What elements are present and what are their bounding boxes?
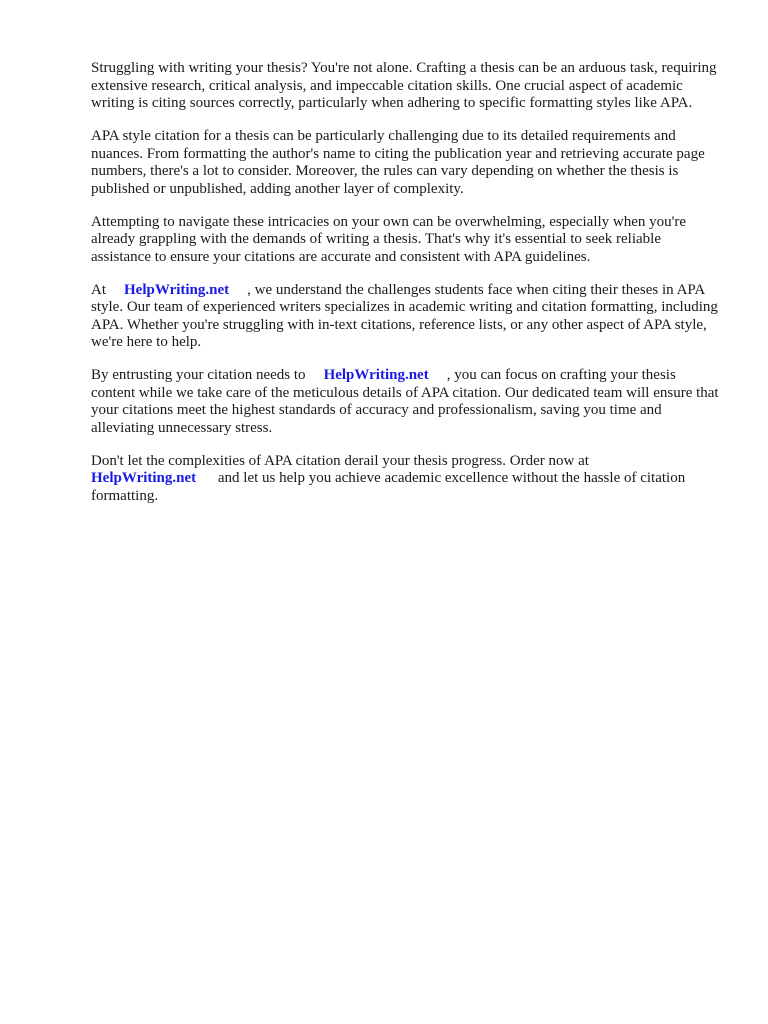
helpwriting-link[interactable]: HelpWriting.net <box>124 281 230 298</box>
paragraph-apa-challenges: APA style citation for a thesis can be particularly challenging due to its detailed requirements and nuances. From formatting the author's name to citing the publication year and retrieving accurate page numbers, there's a lot to consider. Moreover, the rules can vary depending on whether the thesis is published or unpublished, adding another layer of complexity. <box>91 128 705 197</box>
paragraph-text-after-link: , you can focus on crafting your thesis content while we take care of the meticulous details of APA citation. Our dedicated team will ensure that your citations meet the highest standards of accuracy and professionalism, saving you time and alleviating unnecessary stress. <box>91 367 719 436</box>
paragraph-navigate: Attempting to navigate these intricacies on your own can be overwhelming, especially when you're already grappling with the demands of writing a thesis. That's why it's essential to seek reliable assistance to ensure your citations are accurate and consistent with APA guidelines. <box>91 213 687 265</box>
paragraph-text-after-link: , we understand the challenges students face when citing their theses in APA style. Our team of experienced writers specializes in academic writing and citation formatting, including APA. Whether you're struggling with in-text citations, reference lists, or any other aspect of APA style, we're here to help. <box>91 281 718 350</box>
document-page <box>91 60 721 521</box>
paragraph-intro: Struggling with writing your thesis? You're not alone. Crafting a thesis can be an arduous task, requiring extensive research, critical analysis, and impeccable citation skills. One crucial aspect of academic writing is citing sources correctly, particularly when adhering to specific formatting styles like APA. <box>91 60 717 111</box>
paragraph-order-now <box>91 453 721 506</box>
paragraph-text-before-link: At <box>91 281 106 298</box>
helpwriting-link[interactable]: HelpWriting.net <box>91 470 197 486</box>
paragraph-at-helpwriting <box>91 282 721 352</box>
paragraph-text-before-link: Don't let the complexities of APA citation derail your thesis progress. Order now at <box>91 452 589 469</box>
paragraph-text-after-link: and let us help you achieve academic excellence without the hassle of citation formatting. <box>91 470 686 504</box>
paragraph-text-before-link: By entrusting your citation needs to <box>91 367 306 383</box>
paragraph-entrusting <box>91 367 721 437</box>
helpwriting-link[interactable]: HelpWriting.net <box>323 367 429 383</box>
